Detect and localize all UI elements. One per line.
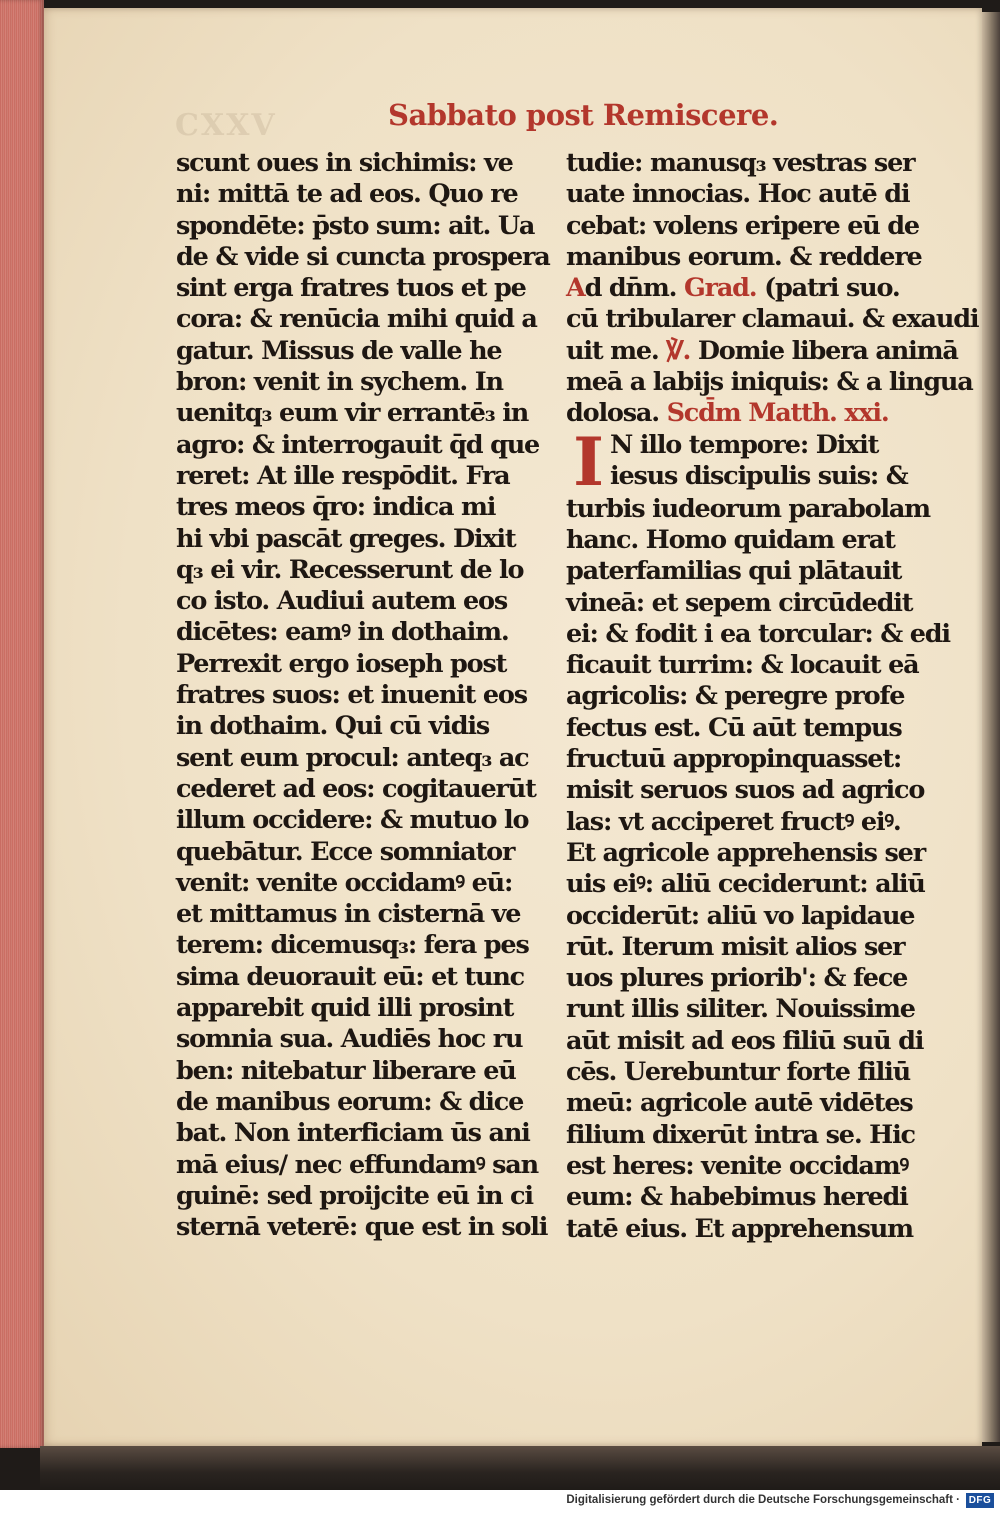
right-text-column [566,148,979,1245]
text-line: paterfamilias qui plātauit [566,556,902,587]
text-line: cēs. Uerebuntur forte filiū [566,1057,910,1088]
text-line: rūt. Iterum misit alios ser [566,931,905,962]
text-line: occiderūt: aliū vo lapidaue [566,900,915,931]
text-line: co isto. Audiui autem eos [176,586,508,617]
text-line: sint erga fratres tuos et pe [176,273,526,304]
text-line: quebātur. Ecce somniator [176,836,515,867]
text-line: de manibus eorum: & dice [176,1086,524,1117]
text-line: meū: agricole autē vidētes [566,1088,913,1119]
text-line: manibus eorum. & reddere [566,241,922,272]
text-line: scunt oues in sichimis: ve [176,148,513,178]
text-line: cora: & renūcia mihi quid a [176,304,537,335]
text-line: bron: venit in sychem. In [176,367,503,398]
decorated-initial: I [573,422,603,501]
text-line: venit: venite occidamꝰ eū: [176,867,513,898]
text-line: turbis iudeorum parabolam [566,493,930,524]
gradual-line: Ad dn̄m. Grad. (patri suo. [566,273,900,304]
page-fore-edge [982,12,1000,1442]
page-bottom-shadow [40,1446,1000,1490]
text-line: ni: mittā te ad eos. Quo re [176,179,518,210]
text-line: sent eum procul: anteq₃ ac [176,742,529,773]
text-line: uate innocias. Hoc autē di [566,179,910,210]
text-line: uenitq₃ eum vir errantē₃ in [176,398,529,429]
text-line: eum: & habebimus heredi [566,1182,908,1213]
gradual-rubric: Grad. [684,273,757,304]
text-line: sima deuorauit eū: et tunc [176,961,524,992]
left-text-column [176,148,550,1243]
text-line: ficauit turrim: & locauit eā [566,650,919,681]
initial-block [566,422,908,501]
text-line: runt illis siliter. Nouissime [566,994,915,1025]
text-line: agro: & interrogauit q̄d que [176,429,540,460]
text-line: ei: & fodit i ea torcular: & edi [566,618,950,649]
text-line: meā a labijs iniquis: & a lingua [566,367,973,398]
text-line: ben: nitebatur liberare eū [176,1055,516,1086]
text-line: q₃ ei vir. Recesserunt de lo [176,554,524,585]
text-line: gatur. Missus de valle he [176,335,502,366]
text-line: las: vt acciperet fructꝰ eiꝰ. [566,806,901,837]
text-line: spondēte: p̄sto sum: ait. Ua [176,210,535,241]
faint-folio-mark: CXXV [175,108,277,143]
text-line: Et agricole apprehensis ser [566,837,925,868]
text-line: in dothaim. Qui cū vidis [176,711,490,742]
text-line: tres meos q̄ro: indica mi [176,492,496,523]
text-line: aūt misit ad eos filiū suū di [566,1025,924,1056]
text-line: illum occidere: & mutuo lo [176,805,529,836]
gospel-rubric: Scd̄m Matth. xxi. [666,398,889,429]
text-line: cederet ad eos: cogitauerūt [176,773,536,804]
text-line: tudie: manusq₃ vestras ser [566,148,915,178]
text-line: uos plures priorib': & fece [566,963,908,994]
text-line: cebat: volens eripere eū de [566,210,919,241]
dfg-logo: DFG [966,1493,994,1508]
antiphon-initial: A [566,273,585,304]
text-line: sternā veterē: que est in soli [176,1212,548,1243]
text-line: terem: dicemusq₃: fera pes [176,930,529,961]
text-line: fructuū appropinquasset: [566,744,902,775]
text-line: reret: At ille respōdit. Fra [176,460,510,491]
text-line: agricolis: & peregre profe [566,681,905,712]
text-line: mā eius/ nec effundamꝰ san [176,1149,538,1180]
text-line: vineā: et sepem circūdedit [566,587,913,618]
text-line: N illo tempore: Dixit [610,429,879,460]
page-heading: Sabbato post Remiscere. [388,98,779,132]
text-line: guinē: sed proijcite eū in ci [176,1180,533,1211]
text-line: tatē eius. Et apprehensum [566,1213,913,1244]
footer-credit: Digitalisierung gefördert durch die Deutsche Forschungsgemeinschaft · [566,1494,960,1506]
text-line: est heres: venite occidamꝰ [566,1150,909,1181]
verse-line: uit me. ℣. Domie libera animā [566,335,958,366]
text-line: bat. Non interficiam ūs ani [176,1118,530,1149]
text-line: uis eiꝰ: aliū ceciderunt: aliū [566,869,925,900]
text-line: hanc. Homo quidam erat [566,524,895,555]
text-line: de & vide si cuncta prospera [176,241,550,272]
text-line: et mittamus in cisternā ve [176,899,521,930]
verse-rubric: ℣. [666,335,691,366]
text-line: cū tribularer clamaui. & exaudi [566,304,979,335]
text-line: dicētes: eamꝰ in dothaim. [176,617,509,648]
text-line: filium dixerūt intra se. Hic [566,1119,915,1150]
text-line: somnia sua. Audiēs hoc ru [176,1024,523,1055]
gospel-line: dolosa. Scd̄m Matth. xxi. [566,398,889,429]
text-line: apparebit quid illi prosint [176,993,514,1024]
text-line: iesus discipulis suis: & [610,460,908,491]
text-line: Perrexit ergo ioseph post [176,648,507,679]
text-line: hi vbi pascāt greges. Dixit [176,523,516,554]
text-line: fectus est. Cū aūt tempus [566,712,902,743]
book-edge [0,0,44,1448]
text-line: misit seruos suos ad agrico [566,775,925,806]
text-line: fratres suos: et inuenit eos [176,680,527,711]
